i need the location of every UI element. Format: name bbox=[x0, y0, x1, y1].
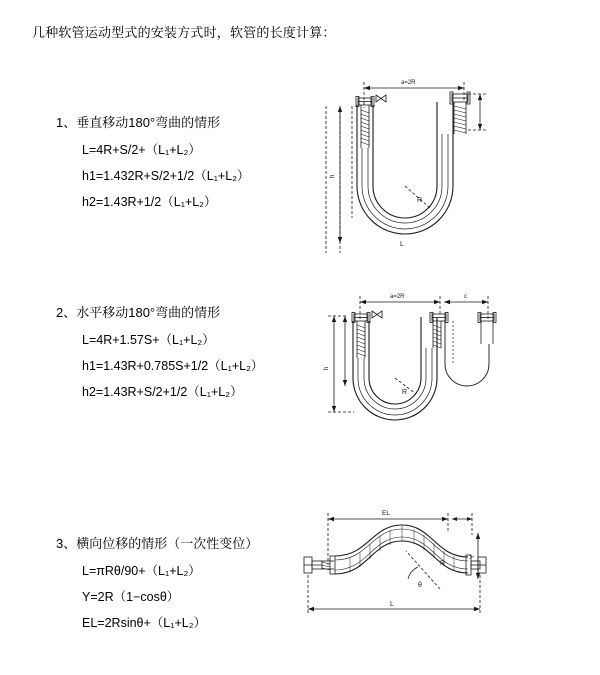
section-2-formula-3: h2=1.43R+S/2+1/2（L₁+L₂） bbox=[82, 385, 243, 399]
svg-text:c: c bbox=[464, 294, 467, 300]
section-2 bbox=[56, 302, 263, 408]
section-3-formula-2: Y=2R（1−cosθ） bbox=[82, 590, 180, 604]
section-3 bbox=[56, 533, 258, 639]
figure-2-drawing bbox=[312, 286, 502, 436]
section-3-title: 3、横向位移的情形（一次性变位） bbox=[56, 536, 259, 551]
section-2-formula-2: h1=1.43R+0.785S+1/2（L₁+L₂） bbox=[82, 359, 264, 373]
section-1-formula-2: h1=1.432R+S/2+1/2（L₁+L₂） bbox=[82, 169, 250, 183]
section-3-formula-1: L=πRθ/90+（L₁+L₂） bbox=[82, 564, 201, 578]
section-3-formula-3: EL=2Rsinθ+（L₁+L₂） bbox=[82, 616, 207, 630]
page-title: 几种软管运动型式的安装方式时，软管的长度计算： bbox=[32, 25, 336, 40]
section-1-formula-1: L=4R+S/2+（L₁+L₂） bbox=[82, 143, 201, 157]
svg-text:R: R bbox=[440, 560, 445, 567]
figure-lateral-offset bbox=[290, 505, 490, 635]
figure-1-drawing bbox=[312, 68, 492, 268]
section-1-title: 1、垂直移动180°弯曲的情形 bbox=[56, 115, 221, 130]
figure-vertical-180-bend bbox=[312, 68, 492, 268]
section-2-formula-1: L=4R+1.57S+（L₁+L₂） bbox=[82, 333, 215, 347]
svg-text:R: R bbox=[417, 197, 423, 204]
figure-3-drawing bbox=[290, 505, 490, 635]
svg-text:a=2R: a=2R bbox=[401, 80, 416, 86]
svg-text:L: L bbox=[400, 241, 404, 248]
svg-text:EL: EL bbox=[382, 510, 390, 517]
svg-text:Y: Y bbox=[469, 554, 476, 559]
section-1 bbox=[56, 112, 250, 218]
figure-horizontal-180-bend bbox=[312, 286, 502, 436]
svg-text:a=2R: a=2R bbox=[390, 294, 405, 300]
svg-text:h: h bbox=[324, 366, 330, 370]
svg-text:L: L bbox=[390, 601, 394, 608]
svg-text:h: h bbox=[330, 174, 336, 178]
section-1-formula-3: h2=1.43R+1/2（L₁+L₂） bbox=[82, 195, 217, 209]
section-2-title: 2、水平移动180°弯曲的情形 bbox=[56, 305, 221, 320]
svg-text:R: R bbox=[402, 389, 408, 396]
svg-text:θ: θ bbox=[418, 582, 422, 589]
